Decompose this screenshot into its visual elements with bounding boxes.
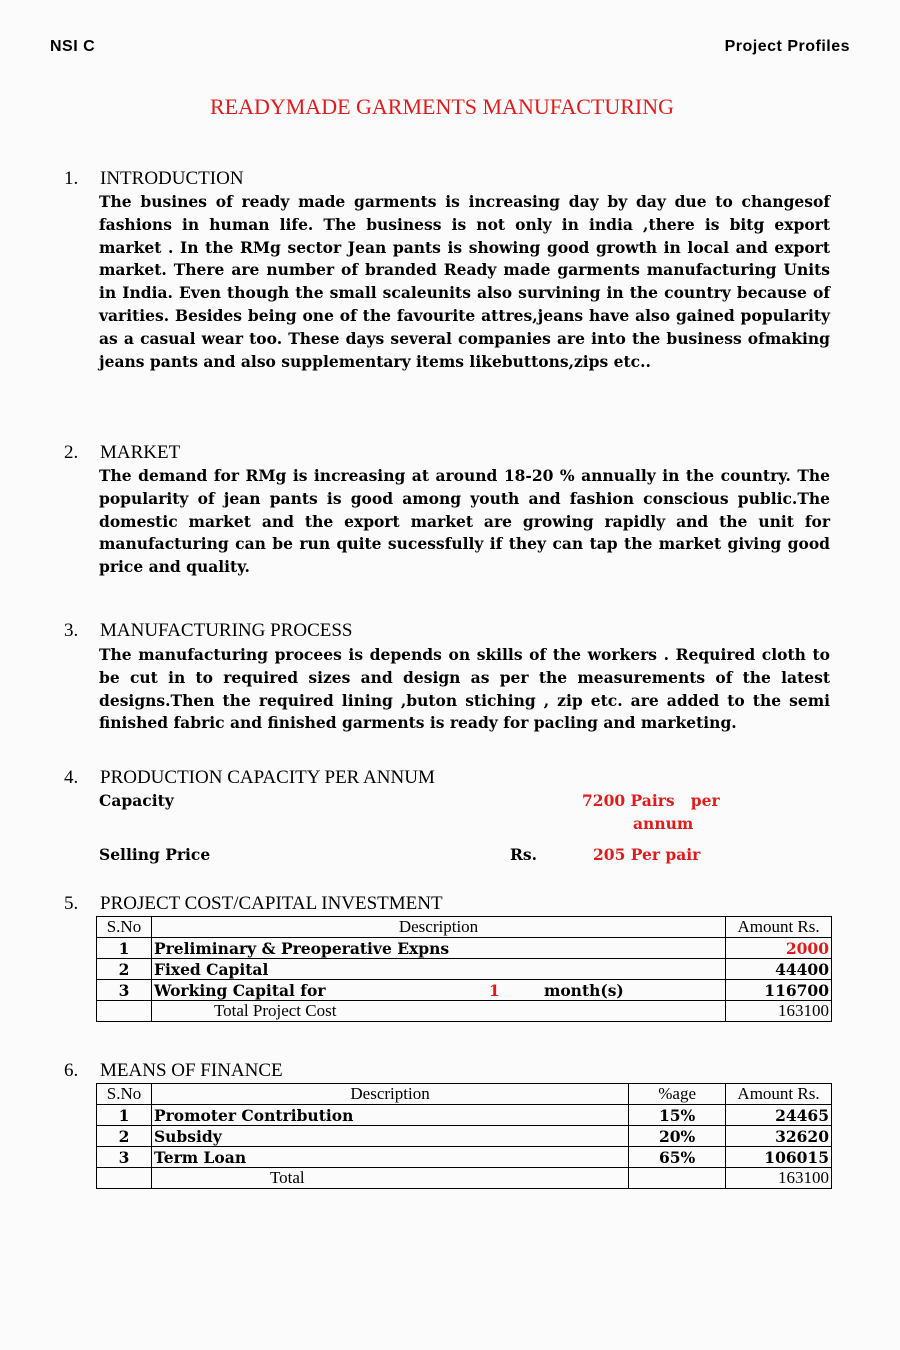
section-title: MEANS OF FINANCE [100, 1060, 283, 1081]
header-sno: S.No [97, 917, 152, 938]
row-percentage: 20% [629, 1126, 726, 1147]
total-empty-cell [97, 1001, 152, 1022]
capacity-unit: annum [633, 814, 694, 833]
section-introduction-heading [64, 168, 244, 190]
row-percentage: 65% [629, 1147, 726, 1168]
section-title: MARKET [100, 442, 181, 463]
row-amount: 32620 [726, 1126, 832, 1147]
introduction-paragraph: The busines of ready made garments is increasing day by day due to changesof fashions in human life. The business is not only in india ,there is bitg export market . In the RMg sector Jean pants is showing good growth in local and export market. There are number of branded Ready made garments manufacturing Units in India. Even though the small scaleunits also survining in the country because of varities. Besides being one of the favourite attres,jeans have also gained popularity as a casual wear too. These days several companies are into the business ofmaking jeans pants and also supplementary items likebuttons,zips etc.. [99, 192, 830, 371]
market-paragraph: The demand for RMg is increasing at around 18-20 % annually in the country. The popularity of jean pants is good among youth and fashion conscious public.The domestic market and the export market are growing rapidly and the unit for manufacturing can be run quite sucessfully if they can tap the market giving good price and quality. [99, 466, 830, 577]
section-title: PRODUCTION CAPACITY PER ANNUM [100, 767, 435, 788]
section-project-cost-heading [64, 893, 443, 915]
header-percentage: %age [629, 1084, 726, 1105]
section-process-heading [64, 620, 353, 642]
finance-table [96, 1083, 832, 1189]
page-title: READYMADE GARMENTS MANUFACTURING [209, 94, 675, 119]
total-row [97, 1168, 832, 1189]
capacity-label: Capacity [99, 791, 174, 810]
row-sno: 1 [97, 1105, 152, 1126]
row-percentage: 15% [629, 1105, 726, 1126]
row-description: Working Capital for [153, 980, 326, 1000]
header-right: Project Profiles [724, 38, 850, 55]
total-empty-cell [629, 1168, 726, 1189]
section-title: MANUFACTURING PROCESS [100, 620, 353, 641]
table-row [97, 1147, 832, 1168]
section-number: 5. [64, 893, 79, 914]
total-label: Total [151, 1168, 628, 1189]
currency-label: Rs. [510, 845, 538, 864]
row-amount: 106015 [726, 1147, 832, 1168]
row-amount: 2000 [726, 938, 832, 959]
header-description: Description [151, 917, 725, 938]
header-sno: S.No [97, 1084, 152, 1105]
row-description: Term Loan [151, 1147, 628, 1168]
section-finance-heading [64, 1060, 283, 1082]
row-sno: 3 [97, 1147, 152, 1168]
row-description: Promoter Contribution [151, 1105, 628, 1126]
total-empty-cell [97, 1168, 152, 1189]
section-number: 1. [64, 168, 79, 189]
section-number: 6. [64, 1060, 79, 1081]
section-market-heading [64, 442, 180, 464]
table-row [97, 980, 832, 1001]
table-header-row [97, 1084, 832, 1105]
working-capital-months: 1 [488, 980, 500, 1000]
total-label: Total Project Cost [151, 1001, 725, 1022]
project-cost-table [96, 916, 832, 1022]
row-sno: 2 [97, 959, 152, 980]
row-description: Fixed Capital [151, 959, 725, 980]
total-row [97, 1001, 832, 1022]
section-title: PROJECT COST/CAPITAL INVESTMENT [100, 893, 443, 914]
row-sno: 3 [97, 980, 152, 1001]
table-row [97, 1126, 832, 1147]
row-sno: 1 [97, 938, 152, 959]
section-number: 2. [64, 442, 79, 463]
total-amount: 163100 [726, 1168, 832, 1189]
row-amount: 24465 [726, 1105, 832, 1126]
working-capital-months-unit: month(s) [543, 980, 624, 1000]
row-description-working-capital [151, 980, 725, 1001]
table-row [97, 1105, 832, 1126]
row-sno: 2 [97, 1126, 152, 1147]
table-row [97, 959, 832, 980]
header-amount: Amount Rs. [726, 917, 832, 938]
row-description: Preliminary & Preoperative Expns [151, 938, 725, 959]
section-number: 3. [64, 620, 79, 641]
header-left: NSI C [50, 38, 96, 55]
header-description: Description [151, 1084, 628, 1105]
section-title: INTRODUCTION [100, 168, 244, 189]
row-amount: 44400 [726, 959, 832, 980]
total-amount: 163100 [726, 1001, 832, 1022]
selling-price-value: 205 Per pair [593, 845, 701, 864]
section-number: 4. [64, 767, 79, 788]
row-amount: 116700 [726, 980, 832, 1001]
process-paragraph: The manufacturing procees is depends on skills of the workers . Required cloth to be cut in to required sizes and design as per the measurements of the latest designs.Then the required lining ,buton stiching , zip etc. are added to the semi finished fabric and finished garments is ready for pacling and marketing. [99, 645, 830, 733]
table-header-row [97, 917, 832, 938]
selling-price-label: Selling Price [99, 845, 211, 864]
capacity-value: 7200 Pairs per [582, 791, 720, 810]
table-row [97, 938, 832, 959]
row-description: Subsidy [151, 1126, 628, 1147]
header-amount: Amount Rs. [726, 1084, 832, 1105]
section-capacity-heading [64, 767, 435, 789]
